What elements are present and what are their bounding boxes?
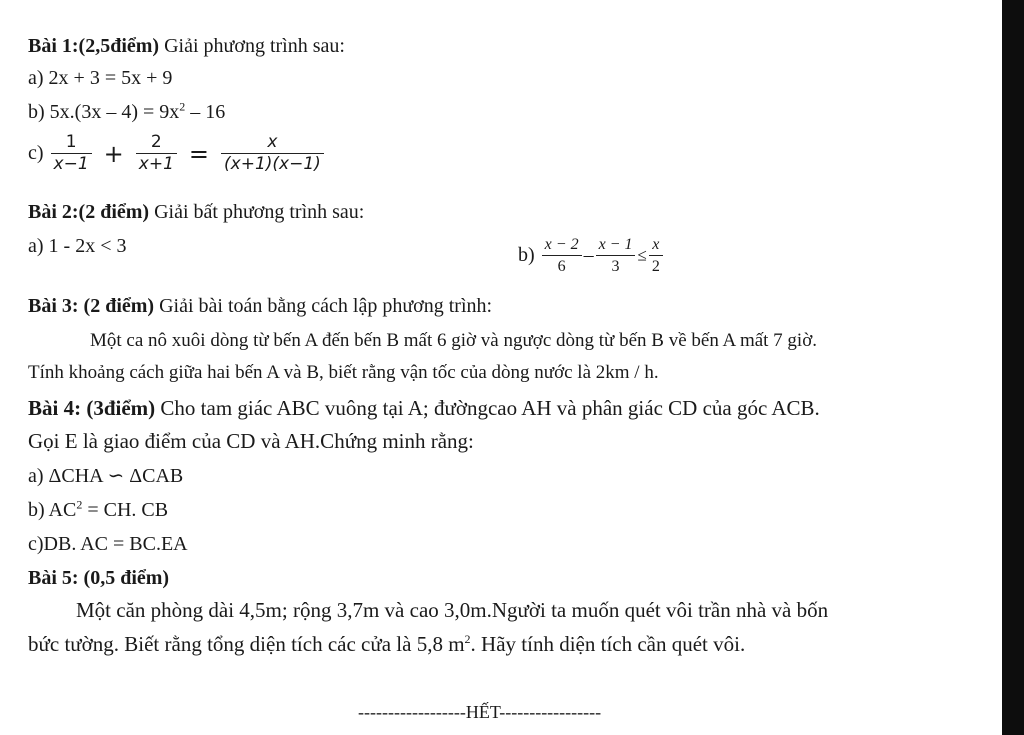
b2-b-fraction-1 (542, 234, 582, 277)
b3-paragraph-1: Một ca nô xuôi dòng từ bến A đến bến B mất 6 giờ và ngược dòng từ bến B về bến A mất 7 giờ. (90, 330, 818, 351)
b2-b (518, 234, 665, 277)
b1-c-label: c) (28, 142, 44, 164)
b1-b-expr-end: – 16 (185, 101, 226, 123)
b4-b-end: = CH. CB (82, 499, 169, 521)
b1-c-f2-num: 2 (136, 132, 177, 154)
b2-b-f3-num: x (649, 234, 663, 256)
b4-paragraph-2: Gọi E là giao điểm của CD và AH.Chứng minh rằng: (28, 429, 474, 453)
b1-c-f1-den: x−1 (53, 154, 89, 174)
b1-c-f3-den: (x+1)(x−1) (224, 154, 321, 174)
b5-p2-main: bức tường. Biết rằng tổng diện tích các cửa là 5,8 m (28, 632, 465, 656)
b2-b-leq: ≤ (637, 245, 647, 265)
b2-instruction: Giải bất phương trình sau: (149, 201, 365, 223)
b1-b-expr (50, 101, 226, 123)
b1-c-f1-num: 1 (51, 132, 92, 154)
b4-title: Bài 4: (3điểm) (28, 396, 156, 420)
b5-p2-end: . Hãy tính diện tích cần quét vôi. (470, 632, 746, 656)
b2-a-expr: 1 - 2x < 3 (48, 235, 127, 257)
b2-b-f2-num: x − 1 (596, 234, 636, 256)
b3-instruction: Giải bài toán bằng cách lập phương trình: (154, 295, 493, 317)
b5-title: Bài 5: (0,5 điểm) (28, 567, 170, 589)
b2-b-f1-num: x − 2 (542, 234, 582, 256)
b4-c: c)DB. AC = BC.EA (28, 533, 188, 555)
b4-a: a) ΔCHA ∽ ΔCAB (28, 465, 184, 487)
b3-heading (28, 294, 492, 318)
b1-c-plus: + (103, 139, 124, 168)
b1-a-expr: 2x + 3 = 5x + 9 (48, 67, 173, 89)
b1-c-f3-num: x (221, 132, 324, 154)
b2-heading (28, 200, 364, 224)
b1-c-f2-den: x+1 (138, 154, 174, 174)
b1-c-fraction-3 (221, 132, 324, 175)
b2-b-label: b) (518, 244, 535, 266)
b5-p2-exponent: 2 (464, 632, 471, 646)
b3-title: Bài 3: (2 điểm) (28, 295, 155, 317)
b1-heading (28, 34, 345, 58)
b1-b-label: b) (28, 101, 45, 123)
b1-c (28, 132, 326, 175)
b5-paragraph-2 (28, 632, 745, 656)
b2-a-label: a) (28, 235, 44, 257)
b1-c-fraction-1 (51, 132, 92, 175)
b2-a (28, 234, 127, 258)
b1-a (28, 66, 172, 90)
b5-heading (28, 566, 169, 590)
b2-b-fraction-3 (649, 234, 663, 277)
b2-b-f3-den: 2 (651, 258, 660, 275)
b1-instruction: Giải phương trình sau: (159, 35, 345, 57)
b1-title: Bài 1:(2,5điểm) (28, 35, 160, 57)
b1-b (28, 100, 225, 124)
b4-b (28, 498, 168, 522)
b4-b-exponent: 2 (76, 497, 83, 512)
b2-b-minus: – (583, 244, 594, 266)
b4-b-main: b) AC (28, 499, 77, 521)
b4-heading (28, 396, 820, 420)
b1-b-expr-main: 5x.(3x – 4) = 9x (49, 101, 180, 123)
b2-b-fraction-2 (596, 234, 636, 277)
b4-statement: Cho tam giác ABC vuông tại A; đườngcao AH và phân giác CD của góc ACB. (155, 396, 820, 420)
b3-paragraph-2: Tính khoảng cách giữa hai bến A và B, biết rằng vận tốc của dòng nước là 2km / h. (28, 362, 659, 383)
b1-b-exponent: 2 (179, 99, 186, 114)
b1-c-equals: = (188, 139, 210, 168)
b1-c-fraction-2 (136, 132, 177, 175)
b5-paragraph-1: Một căn phòng dài 4,5m; rộng 3,7m và cao 3,0m.Người ta muốn quét vôi trần nhà và bốn (76, 598, 829, 622)
end-marker: ------------------HẾT----------------- (358, 702, 602, 722)
b2-b-f1-den: 6 (557, 258, 566, 275)
b1-a-label: a) (28, 67, 44, 89)
right-edge-bar (1002, 0, 1024, 735)
b2-title: Bài 2:(2 điểm) (28, 201, 150, 223)
b2-b-f2-den: 3 (611, 258, 620, 275)
